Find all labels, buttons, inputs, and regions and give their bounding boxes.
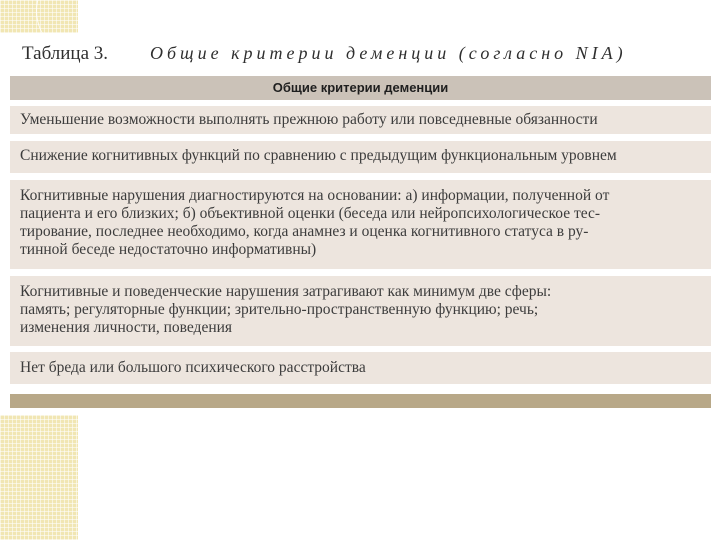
table-caption: Общие критерии деменции (согласно NIA) (150, 43, 627, 63)
decorative-arc (36, 0, 78, 33)
table-row: Нет бреда или большого психического расстройства (10, 352, 711, 384)
table-number: Таблица 3. (22, 43, 109, 64)
table-row: Когнитивные и поведенческие нарушения затрагивают как минимум две сферы: память; регуляторные функции; зрительно-пространственную функцию; речь; изменения личности, поведения (10, 276, 711, 346)
decorative-texture-bottom-left (0, 415, 78, 540)
table-row: Уменьшение возможности выполнять прежнюю работу или повседневные обязанности (10, 106, 711, 134)
criteria-table (10, 76, 711, 408)
decorative-texture-top-left (0, 0, 78, 33)
table-row: Когнитивные нарушения диагностируются на основании: а) информации, полученной от пациента и его близких; б) объективной оценки (беседа или нейропсихологическое тес- тирование, последнее необходимо, когда анамнез и оценка когнитивного статуса в ру- тинной беседе недостаточно информативны) (10, 180, 711, 269)
table-footer-bar (10, 394, 711, 408)
slide-title (22, 43, 627, 65)
table-row: Снижение когнитивных функций по сравнению с предыдущим функциональным уровнем (10, 141, 711, 173)
table-header: Общие критерии деменции (10, 76, 711, 100)
